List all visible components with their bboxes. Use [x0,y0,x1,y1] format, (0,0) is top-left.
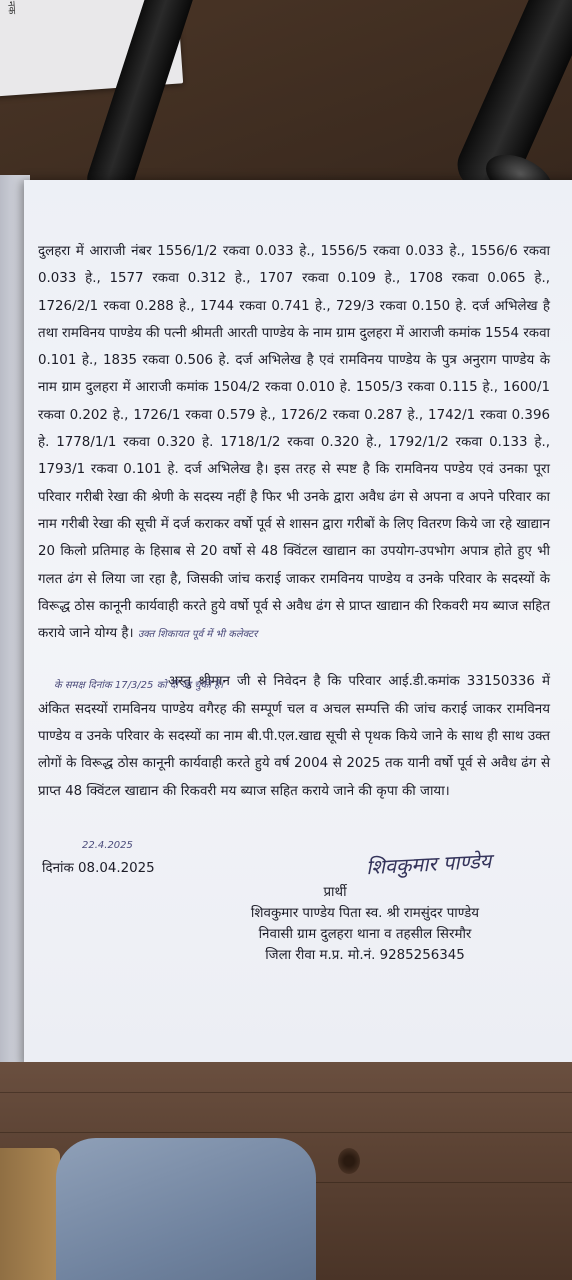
letter-body [38,238,550,805]
applicant-label: प्रार्थी [323,885,347,900]
applicant-block [200,882,530,966]
chair [0,1148,60,1280]
paragraph-1 [38,238,550,648]
date-value: 08.04.2025 [78,861,155,876]
paragraph-2-text: अस्तु श्रीमान जी से निवेदन है कि परिवार आई.डी.कमांक 33150336 में अंकित सदस्यों रामविनय पाण्डेय वगैरह की सम्पूर्ण चल व अचल सम्पत्ति की जांच कराई जाकर रामविनय पाण्डेय व उनके परिवार के सदस्यों का नाम बी.पी.एल.खाद्य सूची से पृथक किये जाने के साथ ही साथ उक्त लोगों के विरूद्ध ठोस कानूनी कार्यवाही करते हुये वर्ष 2004 से 2025 तक यानी वर्षो पूर्व से अवैध ढंग से प्राप्त 48 क्विंटल खाद्यान की रिकवरी मय ब्याज सहित कराये जाने की कृपा की जाया। [38,674,550,799]
date-label: दिनांक [42,861,74,876]
person-legs [56,1138,316,1280]
scrap-text-2: नक [5,0,17,15]
applicant-line-1: शिवकुमार पाण्डेय पिता स्व. श्री रामसुंदर पाण्डेय [250,906,480,921]
date-row [42,858,155,876]
wood-knot [338,1148,360,1174]
wood-grain [0,1132,572,1133]
applicant-line-3: जिला रीवा म.प्र. मो.नं. 9285256345 [265,948,465,963]
handwritten-date: 22.4.2025 [82,840,133,851]
paragraph-1-text: दुलहरा में आराजी नंबर 1556/1/2 रकवा 0.033 हे., 1556/5 रकवा 0.033 हे., 1556/6 रकवा 0.033 हे., 1577 रकवा 0.312 हे., 1707 रकवा 0.109 हे., 1708 रकवा 0.065 हे., 1726/2/1 रकवा 0.288 हे., 1744 रकवा 0.741 हे., 729/3 रकवा 0.150 हे. दर्ज अभिलेख है तथा रामविनय पाण्डेय की पत्नी श्रीमती आरती पाण्डेय के नाम ग्राम दुलहरा में आराजी कमांक 1554 रकवा 0.101 हे., 1835 रकवा 0.506 हे. दर्ज अभिलेख है एवं रामविनय पाण्डेय के पुत्र अनुराग पाण्डेय के नाम ग्राम दुलहरा में आराजी कमांक 1504/2 रकवा 0.010 हे. 1505/3 रकवा 0.115 हे., 1600/1 रकवा 0.202 हे., 1726/1 रकवा 0.579 हे., 1726/2 रकवा 0.287 हे., 1742/1 रकवा 0.396 हे. 1778/1/1 रकवा 0.320 हे. 1718/1/2 रकवा 0.320 हे., 1792/1/2 रकवा 0.133 हे., 1793/1 रकवा 0.101 हे. दर्ज अभिलेख है। इस तरह से स्पष्ट है कि रामविनय पण्डेय एवं उनका पूरा परिवार गरीबी रेखा की श्रेणी के सदस्य नहीं है फिर भी उनके द्वारा अवैध ढंग से अपना व अपने परिवार का नाम गरीबी रेखा की सूची में दर्ज कराकर वर्षो पूर्व से शासन द्वारा गरीबों के लिए वितरण किये जा रहे खाद्यान 20 किलो प्रतिमाह के हिसाब से 20 वर्षो से 48 क्विंटल खाद्यान का उपयोग-उपभोग अपात्र होते हुए भी गलत ढंग से लिया जा रहा है, जिसकी जांच कराई जाकर रामविनय पाण्डेय व उनके परिवार के सदस्यों के विरूद्ध ठोस कानूनी कार्यवाही करते हुये वर्षो पूर्व से अवैध ढंग से प्राप्त खाद्यान की रिकवरी मय ब्याज सहित कराये जाने योग्य है। [38,244,550,642]
wood-grain [0,1092,572,1093]
handwritten-note-line: के समक्ष दिनांक 17/3/25 को दी जा चुकी है। [54,680,224,691]
handwritten-note-inline: उक्त शिकायत पूर्व में भी कलेक्टर [137,629,258,641]
applicant-line-2: निवासी ग्राम दुलहरा थाना व तहसील सिरमौर [258,927,472,942]
signature: शिवकुमार पाण्डेय [365,848,492,880]
